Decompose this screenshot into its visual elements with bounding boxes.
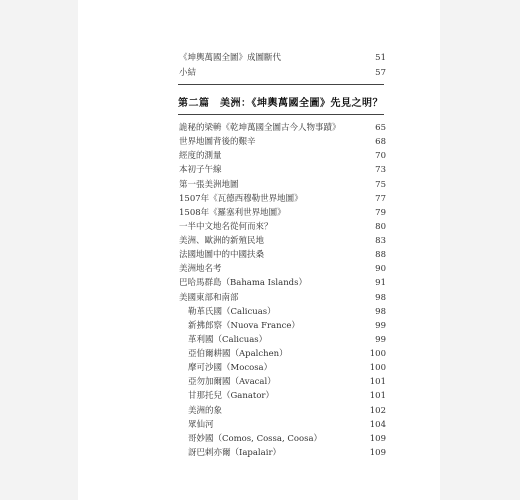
toc-entry	[179, 446, 386, 460]
toc-entry-page: 51	[375, 53, 386, 63]
toc-entry-title: 美洲地名考	[179, 264, 222, 275]
toc-entry-title: 一半中文地名從何而來？	[179, 221, 273, 232]
toc-entry-title: 眾仙河	[188, 419, 214, 430]
toc-entry-title: 勒革氏國（Calicuas）	[188, 306, 276, 317]
toc-entry	[179, 276, 386, 290]
toc-entry-title: 革利國（Calicuas）	[188, 334, 268, 345]
toc-entry-title: 新拂郎察（Nuova France）	[188, 320, 300, 331]
toc-entry-page: 65	[375, 123, 386, 133]
toc-entry-title: 經度的測量	[179, 151, 222, 162]
section-rule-top	[178, 84, 384, 85]
toc-entry-title: 亞勿加爾國（Avacal）	[188, 377, 276, 388]
toc-entry-title: 甘那托兒（Ganator）	[188, 391, 274, 402]
toc-entry	[179, 389, 386, 403]
toc-entry	[179, 163, 386, 177]
toc-entry-title: 亞伯爾耕國（Apalchen）	[188, 349, 288, 360]
toc-entry-title: 1507年《瓦德西穆勒世界地圖》	[179, 193, 303, 204]
toc-entry-page: 57	[375, 67, 386, 78]
toc-entry-page: 77	[375, 193, 386, 204]
toc-entry-page: 75	[375, 179, 386, 190]
toc-entry-title: 詭秘的梁輈《乾坤萬國全圖古今人物事蹟》	[179, 123, 341, 133]
toc-entry	[179, 234, 386, 248]
toc-entry-page: 104	[369, 419, 386, 430]
toc-entry	[179, 404, 386, 418]
part-heading: 第二篇 美洲：《坤輿萬國全圖》先見之明？	[178, 98, 383, 109]
toc-entry	[179, 192, 386, 206]
toc-entry-title: 美國東部和南部	[179, 292, 239, 303]
toc-entry-page: 109	[369, 447, 386, 458]
toc-entry-page: 70	[375, 151, 386, 162]
toc-entry	[179, 206, 386, 220]
toc-entry-page: 83	[375, 236, 386, 247]
toc-entry-page: 99	[375, 320, 386, 331]
toc-entry-title: 世界地圖背後的艱辛	[179, 137, 256, 148]
toc-entry-page: 100	[369, 363, 386, 374]
toc-entry-page: 102	[369, 405, 386, 416]
toc-entry	[179, 319, 386, 333]
toc-entry	[179, 121, 386, 135]
toc-entry-title: 美洲的象	[188, 405, 223, 416]
toc-entry	[179, 135, 386, 149]
toc-entry-page: 73	[375, 165, 386, 176]
toc-entry	[179, 149, 386, 163]
toc-entry-title: 美洲、歐洲的新殖民地	[179, 236, 265, 247]
toc-entry-title: 哥妙國（Comos, Cossa, Coosa）	[188, 433, 323, 444]
toc-entry-title: 第一張美洲地圖	[179, 179, 239, 190]
toc-entry-title: 摩可沙國（Mocosa）	[188, 363, 273, 374]
toc-entry-title: 1508年《羅塞利世界地圖》	[179, 207, 286, 218]
toc-entry-page: 100	[369, 349, 386, 360]
toc-entry	[179, 361, 386, 375]
toc-entry	[179, 347, 386, 361]
toc-entry-page: 101	[369, 391, 386, 402]
toc-entry-title: 本初子午線	[179, 165, 222, 176]
toc-entry	[179, 432, 386, 446]
toc-entry-page: 79	[375, 207, 386, 218]
toc-entry	[179, 51, 386, 65]
toc-entry-page: 98	[375, 292, 386, 303]
toc-entry-page: 90	[375, 264, 386, 275]
toc-entry	[179, 333, 386, 347]
toc-entry	[179, 291, 386, 305]
toc-entry-page: 98	[375, 306, 386, 317]
toc-entry-title: 小結	[179, 67, 197, 78]
toc-entry	[179, 248, 386, 262]
toc-entry-page: 101	[369, 377, 386, 388]
toc-entry-page: 109	[369, 433, 386, 444]
toc-entry	[179, 262, 386, 276]
toc-entry-page: 99	[375, 334, 386, 345]
toc-entry	[179, 220, 386, 234]
toc-entry	[179, 178, 386, 192]
toc-entry	[179, 418, 386, 432]
toc-entry	[179, 305, 386, 319]
toc-entry-page: 88	[375, 250, 386, 261]
toc-entry-title: 訝巴剌亦爾（Iapalair）	[188, 447, 282, 458]
toc-entry	[179, 375, 386, 389]
toc-entry-title: 巴哈馬群島（Bahama Islands）	[179, 278, 307, 289]
toc-entry-page: 91	[375, 278, 386, 289]
toc-entry-title: 法國地圖中的中國扶桑	[179, 250, 265, 261]
toc-entry	[179, 66, 386, 80]
toc-entry-page: 68	[375, 137, 386, 148]
toc-entry-page: 80	[375, 221, 386, 232]
section-rule-bottom	[178, 114, 384, 115]
toc-entry-title: 《坤輿萬國全圖》成圖斷代	[179, 53, 282, 63]
